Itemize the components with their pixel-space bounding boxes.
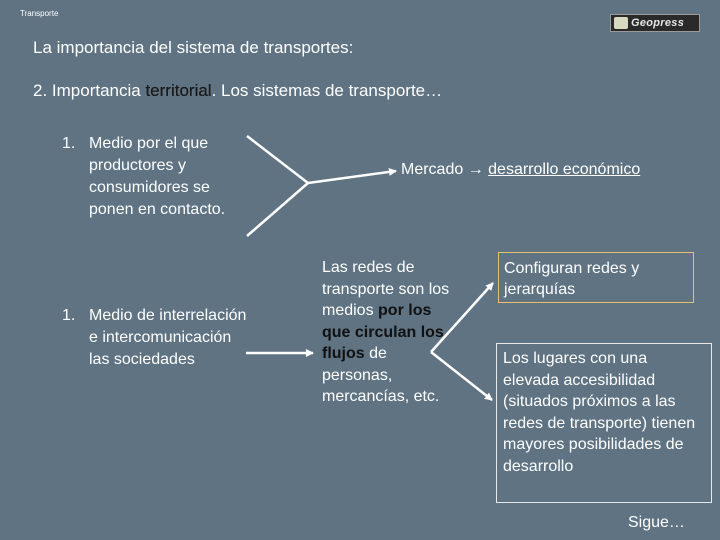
mercado-target: desarrollo económico: [488, 161, 641, 178]
logo-text: Geopress: [631, 17, 685, 29]
merge-arrow: [247, 136, 396, 236]
subtitle-highlight: territorial: [145, 81, 212, 100]
accesibilidad-box: Los lugares con una elevada accesibilidad (situados próximos a las redes de transporte) tienen mayores posibilidades de desarrollo: [496, 343, 712, 503]
redes-jerarquias-box: Configuran redes y jerarquías: [498, 252, 694, 303]
slide-title: La importancia del sistema de transportes:: [33, 38, 354, 57]
arrow-right-icon: →: [467, 161, 484, 178]
list-item-text: Medio por el que productores y consumidores se ponen en contacto.: [89, 135, 226, 218]
redes-part2: de personas, mercancías, etc.: [322, 345, 440, 405]
subtitle-prefix: 2. Importancia: [33, 81, 146, 100]
list-item-number: 1.: [62, 135, 76, 152]
mercado-label: Mercado: [401, 161, 464, 178]
list-item-text: Medio de interrelación e intercomunicación las sociedades: [89, 307, 247, 368]
slide-header-label: Transporte: [20, 9, 59, 18]
split-arrow: [431, 283, 493, 400]
list-item-number: 1.: [62, 307, 76, 324]
redes-part1: Las redes de transporte son los medios: [322, 259, 450, 319]
next-link[interactable]: Sigue…: [628, 514, 685, 531]
redes-bold: por los que circulan los flujos: [322, 302, 444, 362]
subtitle-suffix: . Los sistemas de transporte…: [211, 81, 443, 100]
